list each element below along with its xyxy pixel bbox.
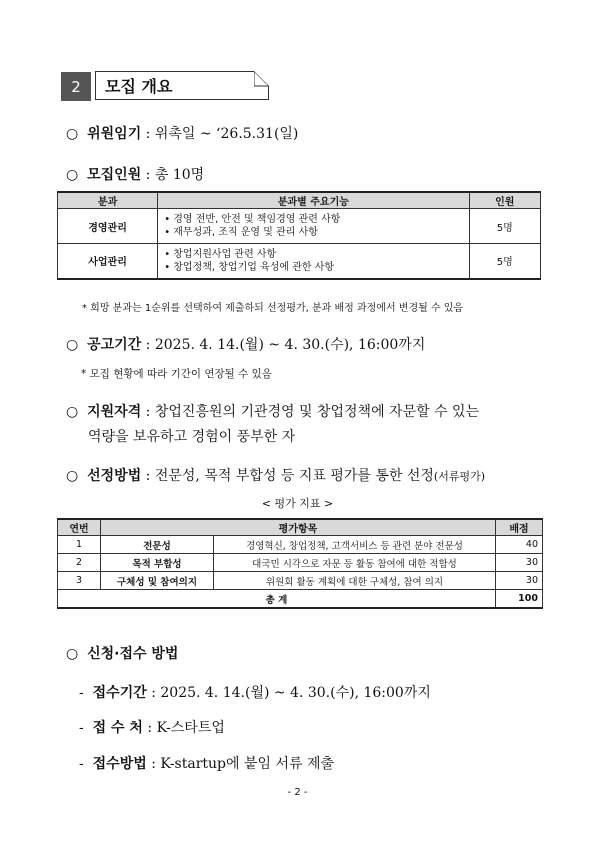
term-value: 위촉일 ~ ‘26.5.31(일) [154, 126, 299, 142]
table-caption: < 평가 지표 > [261, 497, 334, 510]
item-cell: 목적 부합성 [101, 554, 214, 572]
apply-line [66, 643, 178, 663]
desc-cell: 경영혁신, 창업정책, 고객서비스 등 관련 분야 전문성 [214, 536, 496, 554]
period-note: * 모집 현황에 따라 기간이 연장될 수 있음 [81, 368, 272, 380]
table-row [58, 554, 543, 572]
apply-detail-place [79, 717, 225, 737]
score-cell: 40 [496, 536, 543, 554]
no-cell: 2 [58, 554, 101, 572]
total-label: 총 계 [58, 590, 496, 609]
bullet-icon: ○ [66, 646, 79, 662]
col-header: 인원 [469, 192, 540, 209]
recruit-line [66, 164, 204, 184]
item-cell: 전문성 [101, 536, 214, 554]
table-header-row [58, 519, 543, 536]
method-line [66, 465, 485, 485]
total-score: 100 [496, 590, 543, 609]
function-line: • 재무성과, 조직 운영 및 관리 사항 [164, 227, 318, 238]
desc-cell: 위원회 활동 계획에 대한 구체성, 참여 의지 [214, 572, 496, 590]
separator: : [146, 756, 161, 772]
qualification-line-2: 역량을 보유하고 경험이 풍부한 자 [88, 429, 296, 445]
col-header: 분과별 주요기능 [158, 192, 469, 209]
division-note: * 희망 분과는 1순위를 선택하여 제출하되 선정평가, 분과 배정 과정에서 변경될 수 있음 [82, 303, 464, 314]
function-line: • 창업지원사업 관련 사항 [164, 248, 277, 260]
separator: : [141, 468, 155, 484]
col-header: 배점 [496, 519, 543, 536]
detail-label: 접 수 처 [92, 720, 143, 736]
period-line [66, 334, 425, 354]
recruit-label: 모집인원 [87, 167, 142, 183]
table-row [58, 536, 543, 554]
apply-detail-method [79, 753, 334, 773]
function-cell [158, 244, 469, 279]
function-cell [158, 209, 469, 244]
dash-icon: - [79, 756, 84, 772]
separator: : [141, 167, 155, 183]
bullet-icon: ○ [66, 337, 79, 353]
division-cell: 경영관리 [58, 209, 158, 244]
desc-cell: 대국민 시각으로 자문 등 활동 참여에 대한 적합성 [214, 554, 496, 572]
dash-icon: - [79, 720, 84, 736]
folded-corner-icon [254, 71, 270, 87]
function-line: • 경영 전반, 안전 및 책임경영 관련 사항 [164, 214, 341, 225]
detail-value: K-스타트업 [156, 720, 225, 736]
division-cell: 사업관리 [58, 244, 158, 279]
qualification-line [66, 401, 479, 421]
table-row [58, 209, 541, 244]
col-header: 평가항목 [101, 519, 496, 536]
method-suffix: (서류평가) [433, 470, 485, 483]
score-cell: 30 [496, 554, 543, 572]
separator: : [142, 720, 157, 736]
evaluation-table [57, 518, 543, 609]
qualification-label: 지원자격 [87, 404, 142, 420]
section-number: 2 [61, 72, 91, 101]
table-row [58, 244, 541, 279]
score-cell: 30 [496, 572, 543, 590]
method-label: 선정방법 [87, 468, 142, 484]
detail-label: 접수기간 [92, 685, 147, 701]
apply-label: 신청·접수 방법 [87, 646, 179, 662]
no-cell: 1 [58, 536, 101, 554]
dash-icon: - [79, 685, 84, 701]
col-header: 분과 [58, 192, 158, 209]
col-header: 연번 [58, 519, 101, 536]
division-table [57, 191, 541, 280]
qualification-value: 창업진흥원의 기관경영 및 창업정책에 자문할 수 있는 [154, 404, 480, 420]
separator: : [141, 126, 155, 142]
table-header-row [58, 192, 541, 209]
bullet-icon: ○ [66, 167, 79, 183]
function-line: • 창업정책, 창업기업 육성에 관한 사항 [164, 261, 335, 273]
detail-label: 접수방법 [92, 756, 147, 772]
table-row [58, 572, 543, 590]
term-line [66, 123, 298, 143]
term-label: 위원임기 [87, 126, 142, 142]
count-cell: 5명 [469, 209, 540, 244]
no-cell: 3 [58, 572, 101, 590]
bullet-icon: ○ [66, 468, 79, 484]
recruit-value: 총 10명 [154, 167, 205, 183]
bullet-icon: ○ [66, 404, 79, 420]
count-cell: 5명 [469, 244, 540, 279]
method-value: 전문성, 목적 부합성 등 지표 평가를 통한 선정 [154, 468, 434, 484]
period-value: 2025. 4. 14.(월) ~ 4. 30.(수), 16:00까지 [154, 337, 426, 353]
detail-value: K-startup에 붙임 서류 제출 [160, 756, 335, 772]
item-cell: 구체성 및 참여의지 [101, 572, 214, 590]
separator: : [141, 404, 155, 420]
section-title: 모집 개요 [105, 77, 173, 96]
period-label: 공고기간 [87, 337, 142, 353]
bullet-icon: ○ [66, 126, 79, 142]
detail-value: 2025. 4. 14.(월) ~ 4. 30.(수), 16:00까지 [160, 685, 431, 701]
separator: : [146, 685, 161, 701]
table-total-row [58, 590, 543, 609]
apply-detail-period [79, 682, 431, 702]
page-number: - 2 - [287, 787, 308, 798]
separator: : [141, 337, 155, 353]
